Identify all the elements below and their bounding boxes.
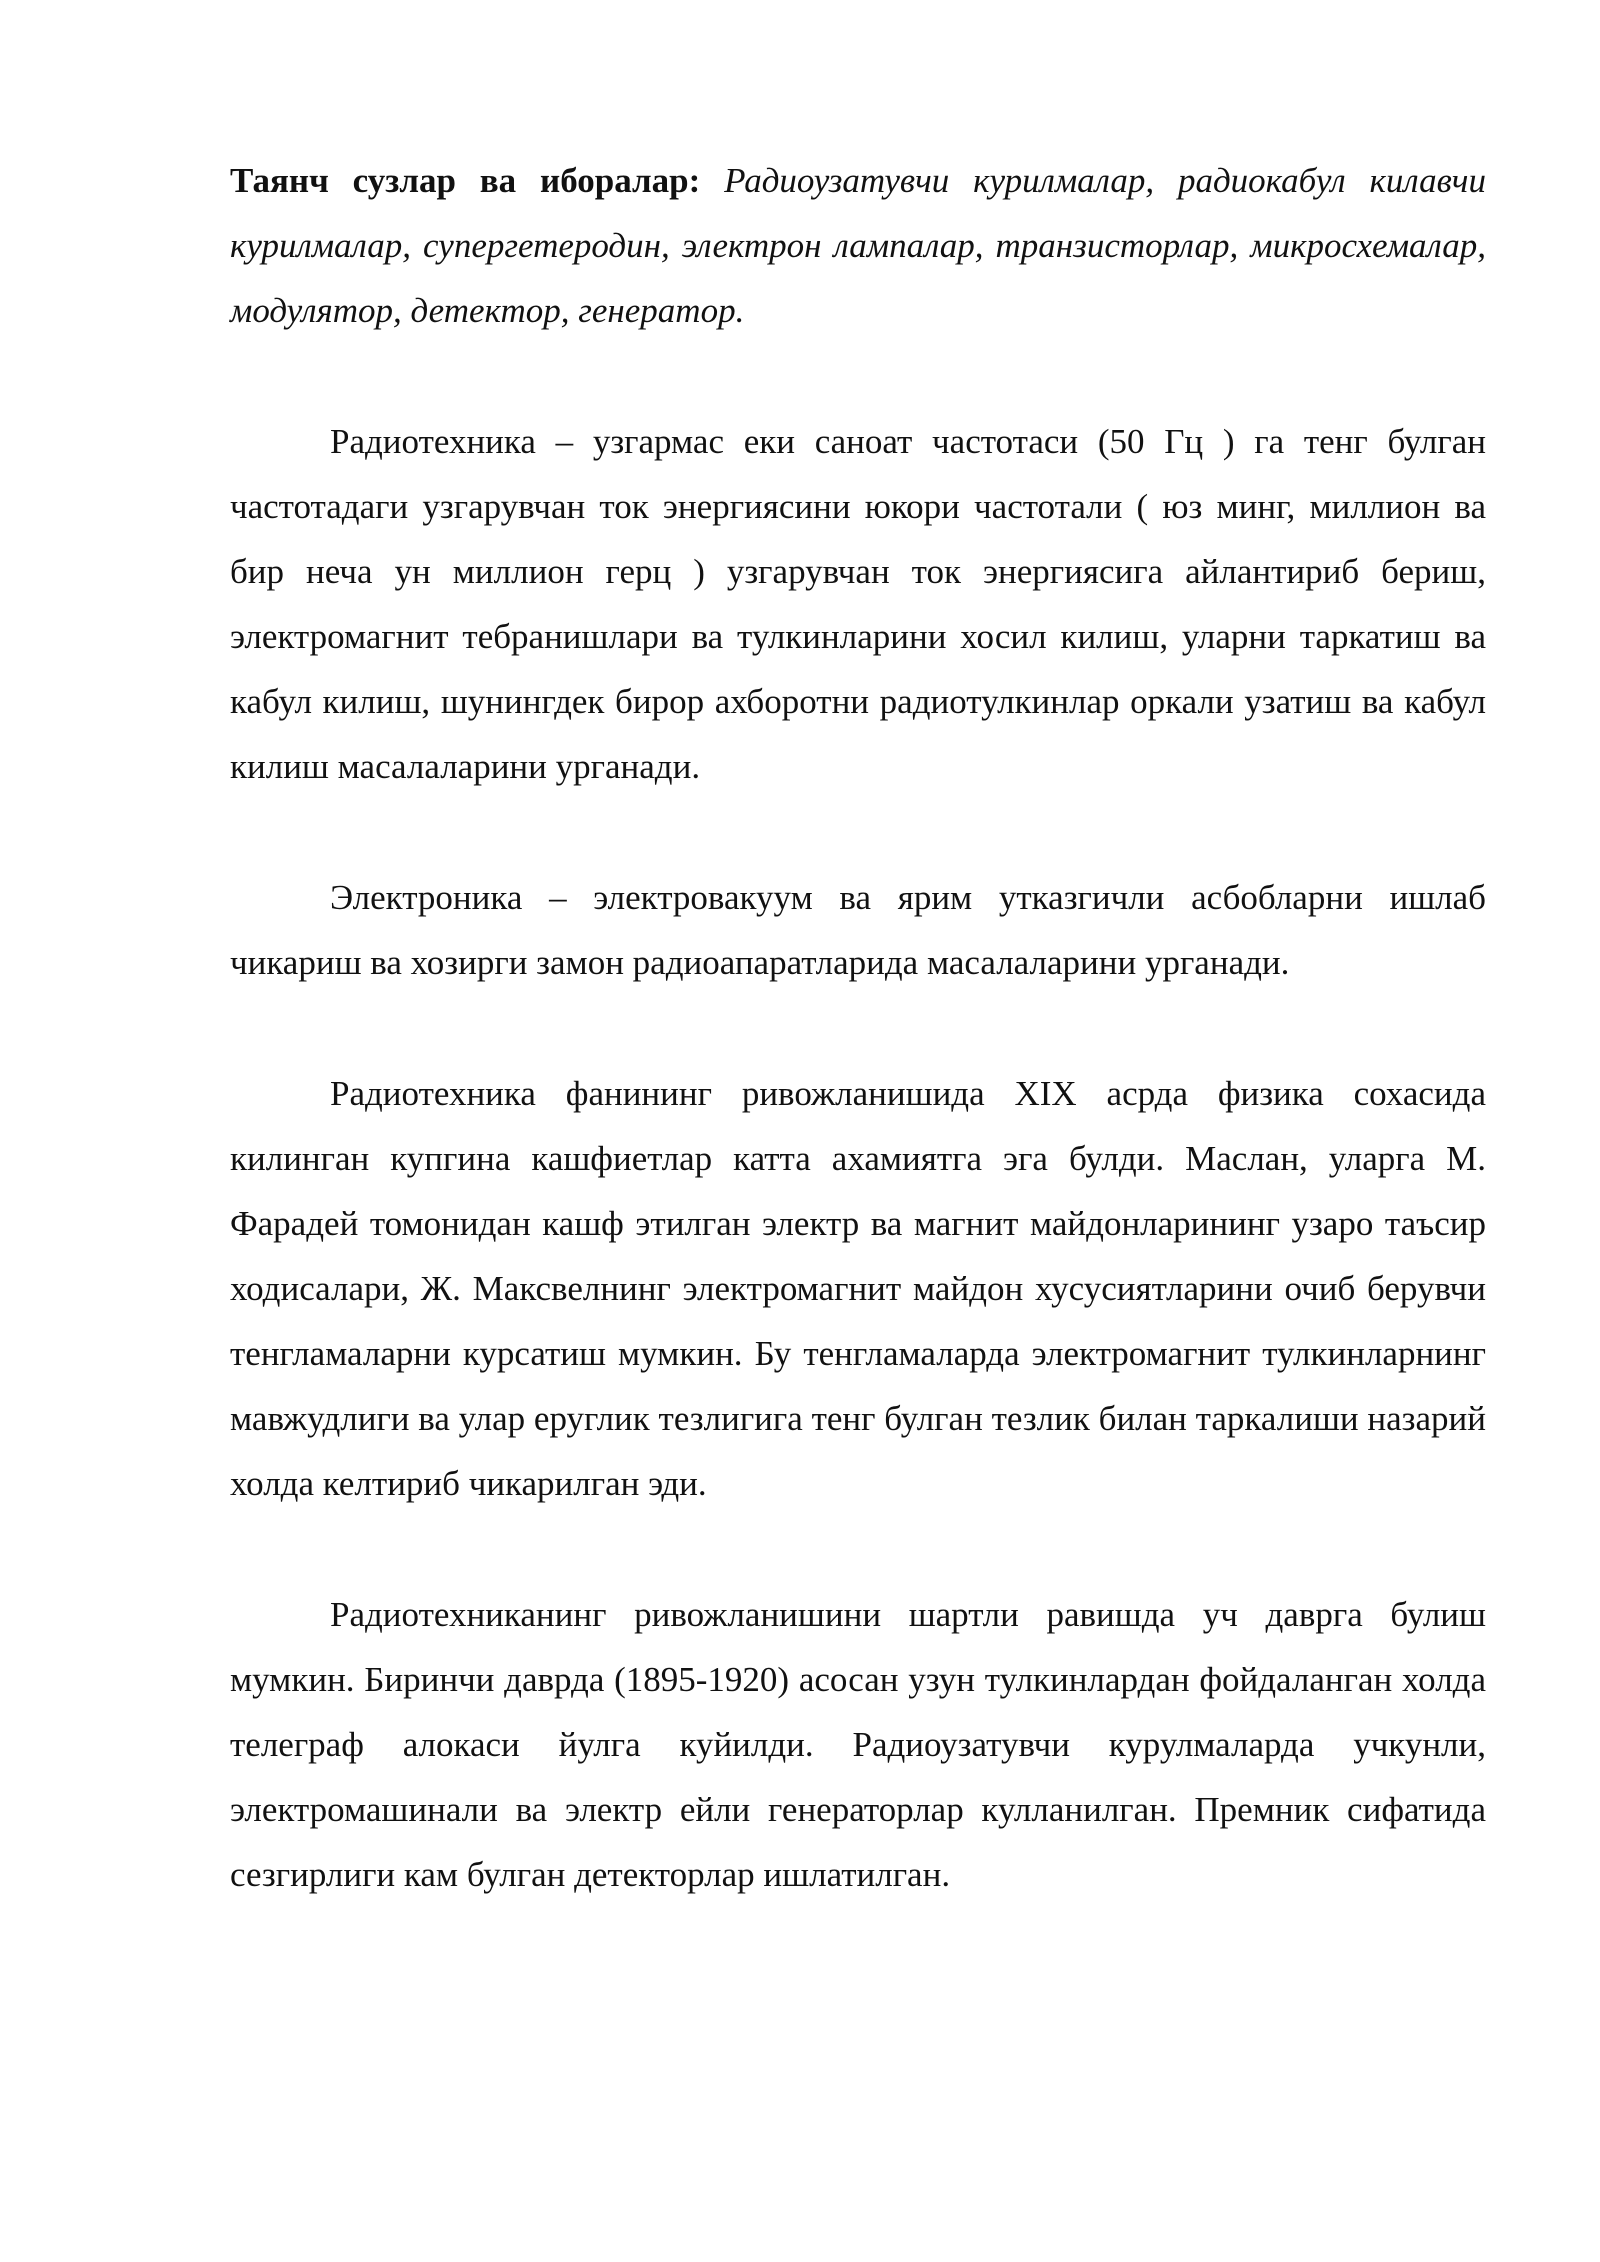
paragraph-radiotechnics-definition: Радиотехника – узгармас еки саноат частотаси (50 Гц ) га тенг булган частотадаги узгарувчан ток энергиясини юкори частотали ( юз минг, миллион ва бир неча ун миллион герц ) узгарувчан ток энергиясига айлантириб бериш, электромагнит тебранишлари ва тулкинларини хосил килиш, уларни таркатиш ва кабул килиш, шунингдек бирор ахборотни радиотулкинлар оркали узатиш ва кабул килиш масалаларини урганади.	[230, 422, 1486, 786]
paragraph-development-periods: Радиотехниканинг ривожланишини шартли равишда уч даврга булиш мумкин. Биринчи даврда (1895-1920) асосан узун тулкинлардан фойдаланган холда телеграф алокаси йулга куйилди. Радиоузатувчи курулмаларда учкунли, электромашинали ва электр ейли генераторлар кулланилган. Премник сифатида сезгирлиги кам булган детекторлар ишлатилган.	[230, 1595, 1486, 1894]
keywords-paragraph	[230, 148, 1486, 343]
paragraph-history-discoveries: Радиотехника фанининг ривожланишида XIX асрда физика сохасида килинган купгина кашфиетлар катта ахамиятга эга булди. Маслан, уларга М. Фарадей томонидан кашф этилган электр ва магнит майдонларининг узаро таъсир ходисалари, Ж. Максвелнинг электромагнит майдон хусусиятларини очиб берувчи тенгламаларни курсатиш мумкин. Бу тенгламаларда электромагнит тулкинларнинг мавжудлиги ва улар еруглик тезлигига тенг булган тезлик билан таркалиши назарий холда келтириб чикарилган эди.	[230, 1074, 1486, 1503]
keywords-label: Таянч сузлар ва иборалар:	[230, 161, 701, 200]
paragraph-electronics-definition: Электроника – электровакуум ва ярим утказгичли асбобларни ишлаб чикариш ва хозирги замон радиоапаратларида масалаларини урганади.	[230, 878, 1486, 982]
keywords-list: Радиоузатувчи курилмалар, радиокабул килавчи курилмалар, супергетеродин, электрон лампалар, транзисторлар, микросхемалар, модулятор, детектор, генератор.	[230, 161, 1486, 330]
